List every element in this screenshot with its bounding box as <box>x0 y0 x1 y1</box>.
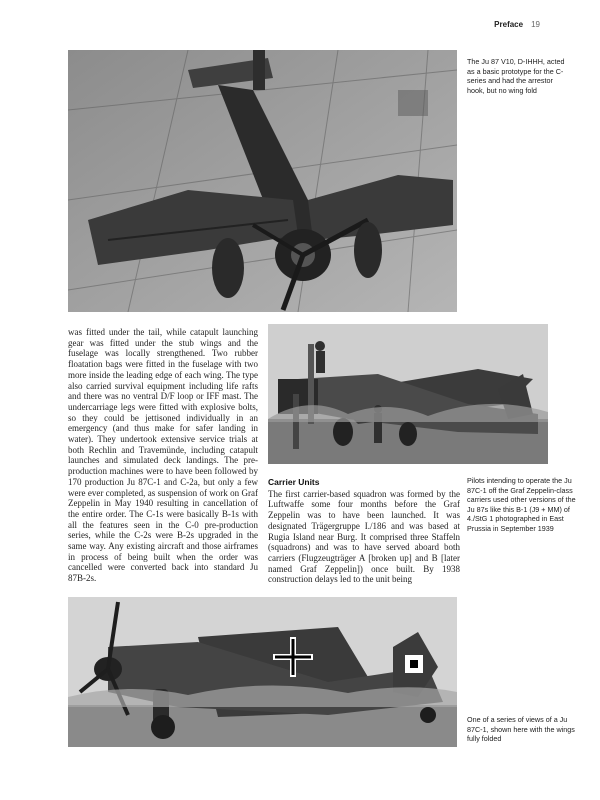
photo-ju87-v10 <box>68 50 457 312</box>
section-subheading: Carrier Units <box>268 477 320 487</box>
body-text-right-column <box>268 477 460 585</box>
photo-ju87-b1-east-prussia <box>268 324 548 464</box>
photo-ju87c1-wings-folded <box>68 597 457 747</box>
page-number: 19 <box>531 20 540 29</box>
running-header <box>494 20 540 29</box>
body-paragraph: The first carrier-based squadron was formed by the Luftwaffe some four months before the Graf Zeppelin was to have been launched. It was designated Trägergruppe I./186 and was based at Rugia Island near Burg. It comprised three Staffeln (squadrons) and was to have served aboard both carriers (Flugzeugträger A [broken up] and B [later named Graf Zeppelin]) once built. By 1938 construction delays led to the unit being <box>268 488 460 585</box>
caption-middle-photo: Pilots intending to operate the Ju 87C-1 off the Graf Zeppelin-class carriers used other versions of the Ju 87s like this B-1 (J9 + MM) of 4./StG 1 photographed in East Prussia in September 1939 <box>467 476 576 533</box>
body-text-left-column: was fitted under the tail, while catapult launching gear was fitted under the stub wings and the fuselage was locally strengthened. Two rubber floatation bags were fitted in the fuselage with two more inside the leading edge of each wing. The type also carried survival equipment including life rafts and there was no ventral D/F loop or IFF mast. The undercarriage legs were fitted with explosive bolts, so they could be jettisoned individually in an emergency (and thus make for safer landing in water). They undertook extensive service trials at both Rechlin and Travemünde, including catapult launches and simulated deck landings. The pre-production machines were to have been followed by 170 production Ju 87C-1 and C-2a, but only a few were ever completed, as suspension of work on Graf Zeppelin in May 1940 resulting in cancellation of the entire order. The C-1s were basically B-1s with all the features seen in the C-0 pre-production series, while the C-2s were B-2s upgraded in the same way. Any existing aircraft and those airframes in process of being built when the order was cancelled were converted back into standard Ju 87B-2s. <box>68 327 258 584</box>
caption-bottom-photo: One of a series of views of a Ju 87C-1, shown here with the wings fully folded <box>467 715 575 744</box>
caption-top-photo: The Ju 87 V10, D-IHHH, acted as a basic prototype for the C-series and had the arrestor hook, but no wing fold <box>467 57 565 95</box>
section-title: Preface <box>494 20 524 29</box>
